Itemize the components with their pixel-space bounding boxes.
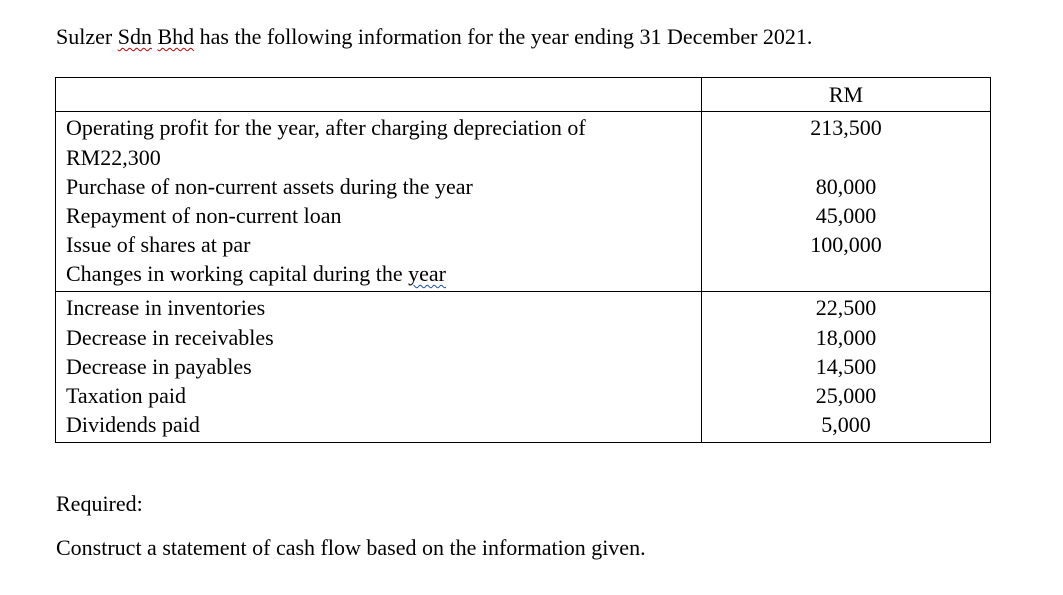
item-purchase-non-current-assets: Purchase of non-current assets during the year [66,174,473,199]
information-table [55,77,991,443]
item-repayment-loan: Repayment of non-current loan [66,203,342,228]
amount-taxation-paid: 25,000 [815,383,877,408]
required-heading: Required: [56,491,143,516]
amount-issue-of-shares: 100,000 [810,232,882,257]
item-operating-profit-continued: RM22,300 [66,145,161,170]
amount-changes-working-capital [712,260,980,289]
intro-sentence [56,22,812,52]
spellcheck-word-bhd: Bhd [157,24,195,49]
grammar-flag-year: year [408,261,447,286]
block-1-items [56,112,702,292]
item-issue-of-shares: Issue of shares at par [66,232,251,257]
spellcheck-word-sdn: Sdn [117,24,152,49]
item-taxation-paid: Taxation paid [66,383,187,408]
item-decrease-payables: Decrease in payables [66,354,252,379]
intro-text-start: Sulzer [56,24,118,49]
amount-blank [712,144,980,173]
table-row-block-2 [56,292,991,443]
item-changes-working-capital [66,260,691,289]
header-amount-cell: RM [702,78,991,112]
item-changes-working-capital-text: Changes in working capital during the [66,261,409,286]
item-dividends-paid: Dividends paid [66,412,200,437]
amount-decrease-receivables: 18,000 [815,325,877,350]
header-item-cell [56,78,702,112]
block-2-amounts [702,292,991,443]
amount-operating-profit: 213,500 [810,115,882,140]
amount-decrease-payables: 14,500 [815,354,877,379]
amount-purchase-non-current-assets: 80,000 [815,174,877,199]
item-increase-inventories: Increase in inventories [66,295,266,320]
task-instruction: Construct a statement of cash flow based on the information given. [56,535,646,560]
amount-dividends-paid: 5,000 [821,412,871,437]
item-operating-profit: Operating profit for the year, after charging depreciation of [66,115,586,140]
intro-text-end: has the following information for the year ending 31 December 2021. [194,24,813,49]
item-decrease-receivables: Decrease in receivables [66,325,274,350]
block-1-amounts [702,112,991,292]
block-2-items [56,292,702,443]
table-header-row [56,78,991,112]
amount-increase-inventories: 22,500 [815,295,877,320]
table-row-block-1 [56,112,991,292]
amount-repayment-loan: 45,000 [815,203,877,228]
